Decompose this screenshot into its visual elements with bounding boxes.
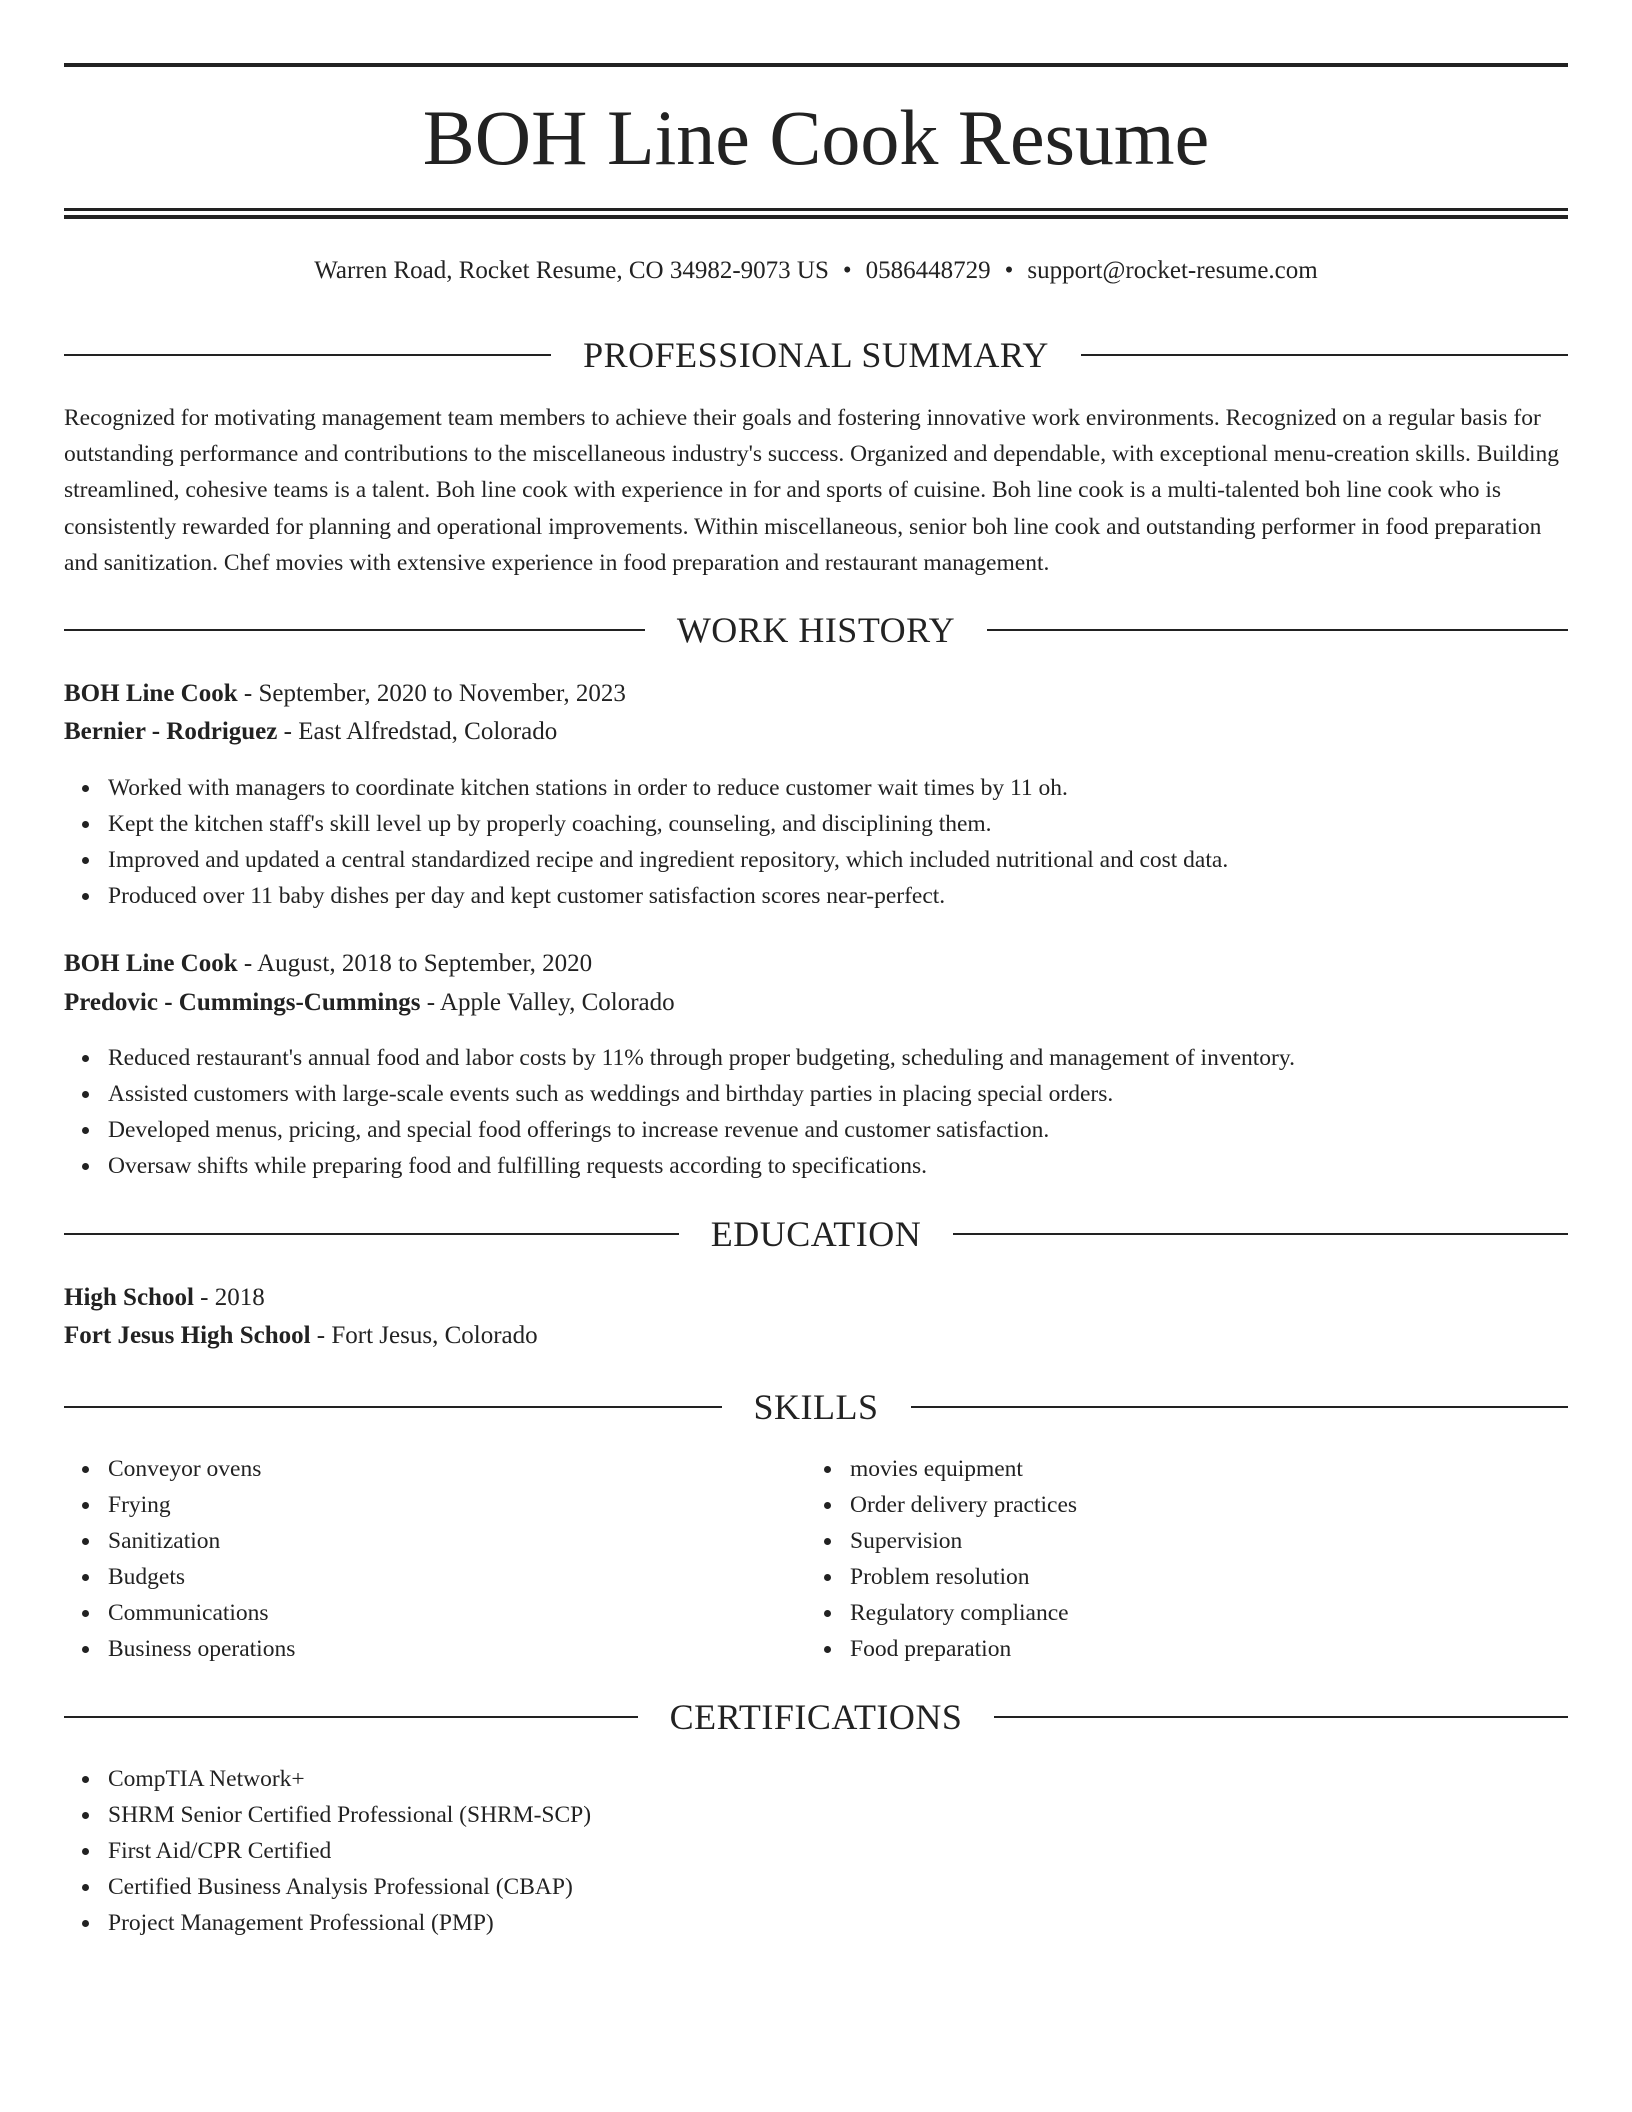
top-rule (64, 63, 1568, 67)
section-title: CERTIFICATIONS (669, 1697, 963, 1737)
contact-separator: • (1004, 257, 1014, 284)
list-item: Improved and updated a central standardized recipe and ingredient repository, which included nutritional and cost data. (108, 842, 1228, 878)
skill-item: Budgets (108, 1559, 295, 1595)
certification-item: First Aid/CPR Certified (108, 1833, 591, 1869)
section-rule (64, 354, 551, 356)
job-employer: Predovic - Cummings-Cummings (64, 989, 421, 1016)
education-degree: High School (64, 1284, 194, 1311)
summary-text: Recognized for motivating management team members to achieve their goals and fostering innovative work environments. Recognized on a regular basis for outstanding performance and contributions to the miscellaneous industry's success. Organized and dependable, with exceptional menu-creation skills. Building streamlined, cohesive teams is a talent. Boh line cook with experience in for and sports of cuisine. Boh line cook is a multi-talented boh line cook who is consistently rewarded for planning and operational improvements. Within miscellaneous, senior boh line cook and outstanding performer in food preparation and sanitization. Chef movies with extensive experience in food preparation and restaurant management. (64, 405, 1560, 576)
list-item: Kept the kitchen staff's skill level up by properly coaching, counseling, and disciplining them. (108, 806, 1228, 842)
contact-email: support@rocket-resume.com (1027, 257, 1318, 284)
section-header-skills (64, 1384, 1568, 1430)
skill-item: Supervision (850, 1523, 1077, 1559)
list-item: Worked with managers to coordinate kitchen stations in order to reduce customer wait times by 11 oh. (108, 770, 1228, 806)
section-rule (953, 1233, 1568, 1235)
section-header-certifications (64, 1694, 1568, 1740)
education-school-line (64, 1319, 1568, 1353)
skill-item: movies equipment (850, 1451, 1077, 1487)
section-rule (64, 1233, 679, 1235)
contact-address: Warren Road, Rocket Resume, CO 34982-9073 US (314, 257, 829, 284)
job-employer-line (64, 986, 1568, 1020)
section-rule (987, 629, 1568, 631)
certification-item: CompTIA Network+ (108, 1761, 591, 1797)
skill-item: Communications (108, 1595, 295, 1631)
skill-item: Order delivery practices (850, 1487, 1077, 1523)
section-title: WORK HISTORY (676, 610, 956, 650)
education-location: - Fort Jesus, Colorado (310, 1322, 538, 1349)
contact-line (64, 254, 1568, 288)
section-rule (1081, 354, 1568, 356)
section-rule (64, 1406, 722, 1408)
skill-item: Regulatory compliance (850, 1595, 1077, 1631)
skills-list-left (64, 1451, 295, 1667)
skills-list-right (806, 1451, 1077, 1667)
section-title: SKILLS (753, 1387, 879, 1427)
job-bullets (64, 1040, 1295, 1184)
certifications-list (64, 1761, 591, 1941)
skill-item: Frying (108, 1487, 295, 1523)
list-item: Assisted customers with large-scale events such as weddings and birthday parties in placing special orders. (108, 1076, 1295, 1112)
job-dates: - September, 2020 to November, 2023 (237, 680, 626, 707)
job-employer: Bernier - Rodriguez (64, 718, 278, 745)
job-employer-line (64, 715, 1568, 749)
section-header-education (64, 1211, 1568, 1257)
job-location: - Apple Valley, Colorado (420, 989, 675, 1016)
list-item: Reduced restaurant's annual food and labor costs by 11% through proper budgeting, scheduling and management of inventory. (108, 1040, 1295, 1076)
education-school: Fort Jesus High School (64, 1322, 311, 1349)
skill-item: Business operations (108, 1631, 295, 1667)
job-title: BOH Line Cook (64, 680, 238, 707)
section-title: EDUCATION (710, 1214, 922, 1254)
skill-item: Problem resolution (850, 1559, 1077, 1595)
skill-item: Sanitization (108, 1523, 295, 1559)
job-title-line (64, 947, 1568, 981)
section-rule (64, 629, 645, 631)
certification-item: Project Management Professional (PMP) (108, 1905, 591, 1941)
education-degree-line (64, 1281, 1568, 1315)
section-title: PROFESSIONAL SUMMARY (583, 335, 1049, 375)
certification-item: Certified Business Analysis Professional (CBAP) (108, 1869, 591, 1905)
title-double-rule (64, 208, 1568, 219)
section-header-summary (64, 332, 1568, 378)
education-year: - 2018 (193, 1284, 265, 1311)
skill-item: Conveyor ovens (108, 1451, 295, 1487)
job-bullets (64, 770, 1228, 914)
section-rule (994, 1716, 1568, 1718)
section-rule (911, 1406, 1569, 1408)
job-title-line (64, 677, 1568, 711)
list-item: Oversaw shifts while preparing food and fulfilling requests according to specifications. (108, 1148, 1295, 1184)
certification-item: SHRM Senior Certified Professional (SHRM-SCP) (108, 1797, 591, 1833)
contact-phone: 0586448729 (865, 257, 991, 284)
job-location: - East Alfredstad, Colorado (277, 718, 558, 745)
job-dates: - August, 2018 to September, 2020 (237, 950, 593, 977)
skill-item: Food preparation (850, 1631, 1077, 1667)
job-title: BOH Line Cook (64, 950, 238, 977)
list-item: Developed menus, pricing, and special food offerings to increase revenue and customer satisfaction. (108, 1112, 1295, 1148)
section-rule (64, 1716, 638, 1718)
resume-title: BOH Line Cook Resume (422, 94, 1210, 181)
list-item: Produced over 11 baby dishes per day and kept customer satisfaction scores near-perfect. (108, 878, 1228, 914)
section-header-work-history (64, 607, 1568, 653)
contact-separator: • (842, 257, 852, 284)
